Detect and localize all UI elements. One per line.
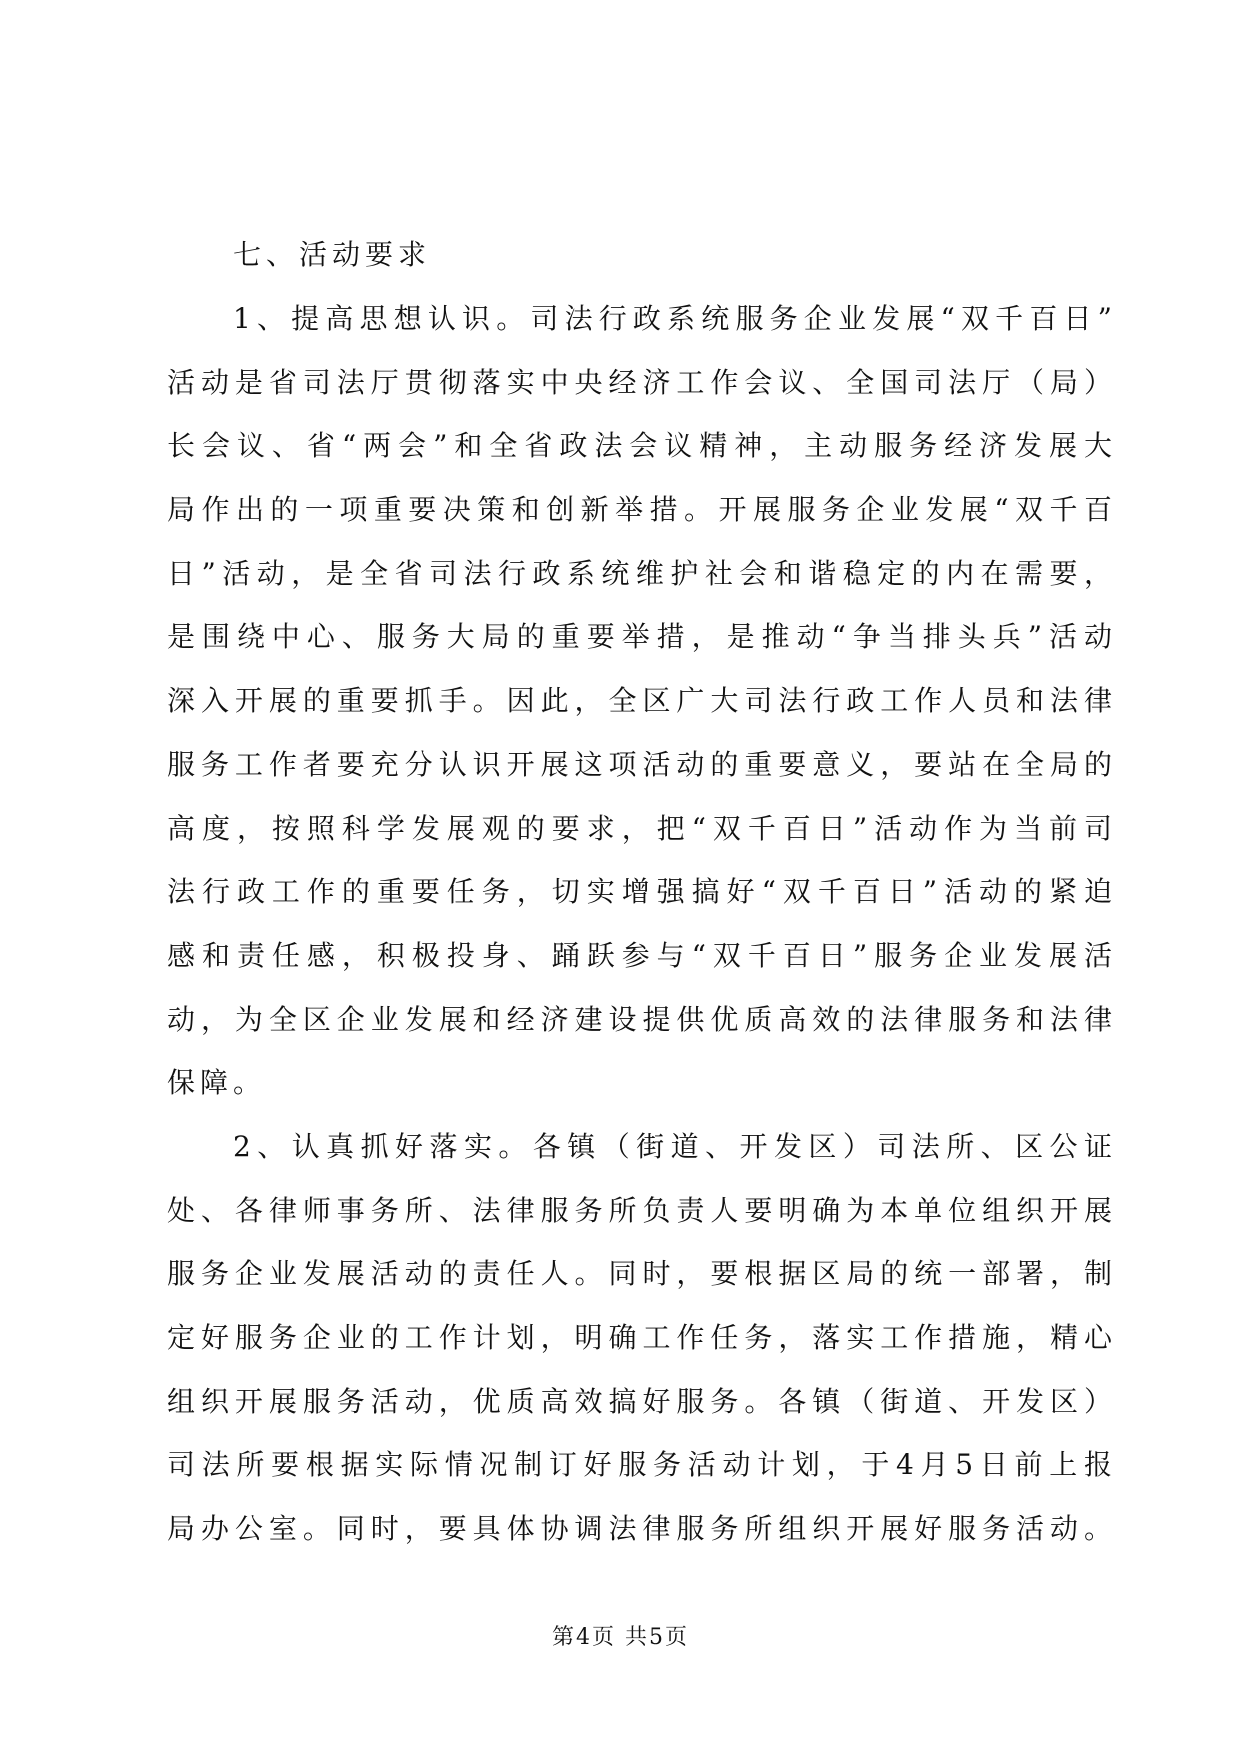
- paragraph-1-line: 保障。: [167, 1066, 267, 1100]
- paragraph-1-line: 1、提高思想认识。司法行政系统服务企业发展“双千百日”: [233, 302, 1112, 335]
- paragraph-2-line: 2、认真抓好落实。各镇（街道、开发区）司法所、区公证: [233, 1129, 1112, 1163]
- paragraph-1-line: 长会议、省“两会”和全省政法会议精神，主动服务经济发展大: [167, 429, 1112, 463]
- paragraph-1-line: 活动是省司法厅贯彻落实中央经济工作会议、全国司法厅（局）: [167, 365, 1112, 399]
- paragraph-1-line: 是围绕中心、服务大局的重要举措，是推动“争当排头兵”活动: [167, 620, 1112, 654]
- paragraph-1-line: 高度，按照科学发展观的要求，把“双千百日”活动作为当前司: [167, 811, 1112, 845]
- paragraph-2-line: 局办公室。同时，要具体协调法律服务所组织开展好服务活动。: [167, 1512, 1112, 1546]
- paragraph-2-line: 组织开展服务活动，优质高效搞好服务。各镇（街道、开发区）: [167, 1384, 1112, 1418]
- paragraph-2-line: 司法所要根据实际情况制订好服务活动计划，于4月5日前上报: [167, 1448, 1112, 1482]
- paragraph-2-line: 定好服务企业的工作计划，明确工作任务，落实工作措施，精心: [167, 1321, 1112, 1354]
- paragraph-1-line: 局作出的一项重要决策和创新举措。开展服务企业发展“双千百: [167, 493, 1112, 527]
- paragraph-1-line: 日”活动，是全省司法行政系统维护社会和谐稳定的内在需要，: [167, 556, 1112, 590]
- paragraph-2-line: 服务企业发展活动的责任人。同时，要根据区局的统一部署，制: [167, 1257, 1112, 1291]
- section-heading: 七、活动要求: [233, 238, 432, 271]
- paragraph-1-line: 服务工作者要充分认识开展这项活动的重要意义，要站在全局的: [167, 747, 1112, 781]
- paragraph-1-line: 感和责任感，积极投身、踊跃参与“双千百日”服务企业发展活: [167, 938, 1112, 972]
- paragraph-1-line: 法行政工作的重要任务，切实增强搞好“双千百日”活动的紧迫: [167, 875, 1112, 909]
- paragraph-1-line: 动，为全区企业发展和经济建设提供优质高效的法律服务和法律: [167, 1002, 1112, 1036]
- document-body: [167, 302, 1112, 1576]
- page-number-footer: 第4页 共5页: [552, 1625, 689, 1650]
- paragraph-1-line: 深入开展的重要抓手。因此，全区广大司法行政工作人员和法律: [167, 684, 1112, 718]
- paragraph-2-line: 处、各律师事务所、法律服务所负责人要明确为本单位组织开展: [167, 1193, 1112, 1227]
